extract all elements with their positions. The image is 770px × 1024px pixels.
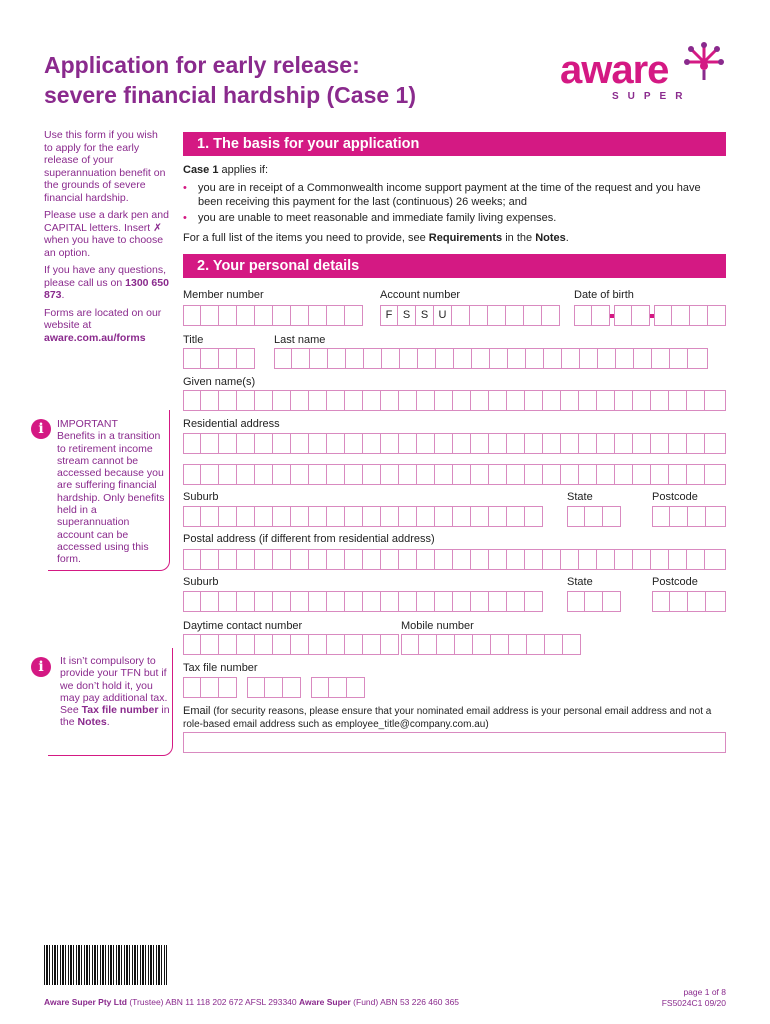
last-name-field[interactable] <box>274 348 708 369</box>
notes-link[interactable]: Notes <box>535 232 566 244</box>
important-box <box>48 410 170 571</box>
mobile-number-label: Mobile number <box>401 620 474 632</box>
state-label: State <box>567 491 593 503</box>
barcode <box>44 945 167 985</box>
important-text: Benefits in a transition to retirement income stream cannot be accessed because you are suffering financial hardship. Only benefits held in a superannuation account can be accessed using this form. <box>57 430 165 566</box>
sidebar-intro: Use this form if you wish to apply for the early release of your superannuation benefit on the grounds of severe financial hardship. Please use a dark pen and CAPITAL letters. Insert ✗ when you have to choose an option. If you have any questions, please call us on 1300 650 873. Forms are located on our website at aware.com.au/forms <box>44 129 169 344</box>
state-field[interactable] <box>567 506 621 527</box>
postal-address-label: Postal address (if different from residential address) <box>183 533 435 545</box>
email-field[interactable] <box>183 732 726 753</box>
form-code: FS5024C1 09/20 <box>661 998 726 1008</box>
tfn-info-box: It isn’t compulsory to provide your TFN but if we don’t hold it, you may pay additional tax. See Tax file number in the Notes. <box>48 648 173 756</box>
mobile-number-field[interactable] <box>401 634 581 655</box>
requirements-link[interactable]: Requirements <box>428 232 503 244</box>
tfn-label: Tax file number <box>183 662 258 674</box>
logo-wordmark: aware <box>560 48 669 92</box>
member-number-field[interactable] <box>183 305 363 326</box>
given-names-field[interactable] <box>183 390 726 411</box>
postcode-label: Postcode <box>652 491 698 503</box>
residential-address-line1[interactable] <box>183 433 726 454</box>
account-number-label: Account number <box>380 289 461 301</box>
last-name-label: Last name <box>274 334 326 346</box>
tfn-field[interactable] <box>183 677 365 698</box>
postal-postcode-field[interactable] <box>652 591 726 612</box>
tfn-notes-link[interactable]: Tax file number <box>81 704 159 717</box>
aware-super-logo <box>560 40 730 106</box>
info-icon: i <box>31 657 51 677</box>
phone-number[interactable]: 1300 650 873 <box>44 276 169 301</box>
logo-subword: SUPER <box>612 91 692 102</box>
postcode-field[interactable] <box>652 506 726 527</box>
page-number: page 1 of 8 <box>683 987 726 997</box>
suburb-label: Suburb <box>183 491 219 503</box>
important-heading: IMPORTANT <box>57 418 118 430</box>
dob-label: Date of birth <box>574 289 634 301</box>
info-icon: i <box>31 419 51 439</box>
notes-link[interactable]: Notes <box>77 716 107 729</box>
dob-field[interactable] <box>574 305 726 326</box>
account-number-field[interactable]: F S S U <box>380 305 560 326</box>
daytime-number-field[interactable] <box>183 634 399 655</box>
page-title: Application for early release: severe financial hardship (Case 1) <box>44 52 416 108</box>
given-names-label: Given name(s) <box>183 376 256 388</box>
title-field[interactable] <box>183 348 255 369</box>
postal-address-line1[interactable] <box>183 549 726 570</box>
residential-address-label: Residential address <box>183 418 280 430</box>
logo-burst-icon <box>680 40 728 88</box>
postal-suburb-field[interactable] <box>183 591 543 612</box>
suburb-field[interactable] <box>183 506 543 527</box>
daytime-number-label: Daytime contact number <box>183 620 303 632</box>
footer-legal: Aware Super Pty Ltd (Trustee) ABN 11 118 202 672 AFSL 293340 Aware Super (Fund) ABN 53 226 460 365 <box>44 997 460 1007</box>
email-label: Email (for security reasons, please ensure that your nominated email address is your personal email address and not a role-based email address such as employee_title@company.com.au) <box>183 705 712 730</box>
postal-state-label: State <box>567 576 593 588</box>
title-label: Title <box>183 334 204 346</box>
postal-state-field[interactable] <box>567 591 621 612</box>
residential-address-line2[interactable] <box>183 464 726 485</box>
postal-postcode-label: Postcode <box>652 576 698 588</box>
section1-heading: 1. The basis for your application <box>183 132 726 156</box>
member-number-label: Member number <box>183 289 264 301</box>
postal-suburb-label: Suburb <box>183 576 219 588</box>
section2-heading: 2. Your personal details <box>183 254 726 278</box>
website-link[interactable]: aware.com.au/forms <box>44 331 146 344</box>
section1-body: Case 1 applies if: • you are in receipt of a Commonwealth income support payment at the time of the request and you have been receiving this payment for the last (continuous) 26 weeks; and • you are unable to meet reasonable and immediate family living expenses. For a full list of the items you need to provide, see Requirements in the Notes. <box>183 164 701 244</box>
